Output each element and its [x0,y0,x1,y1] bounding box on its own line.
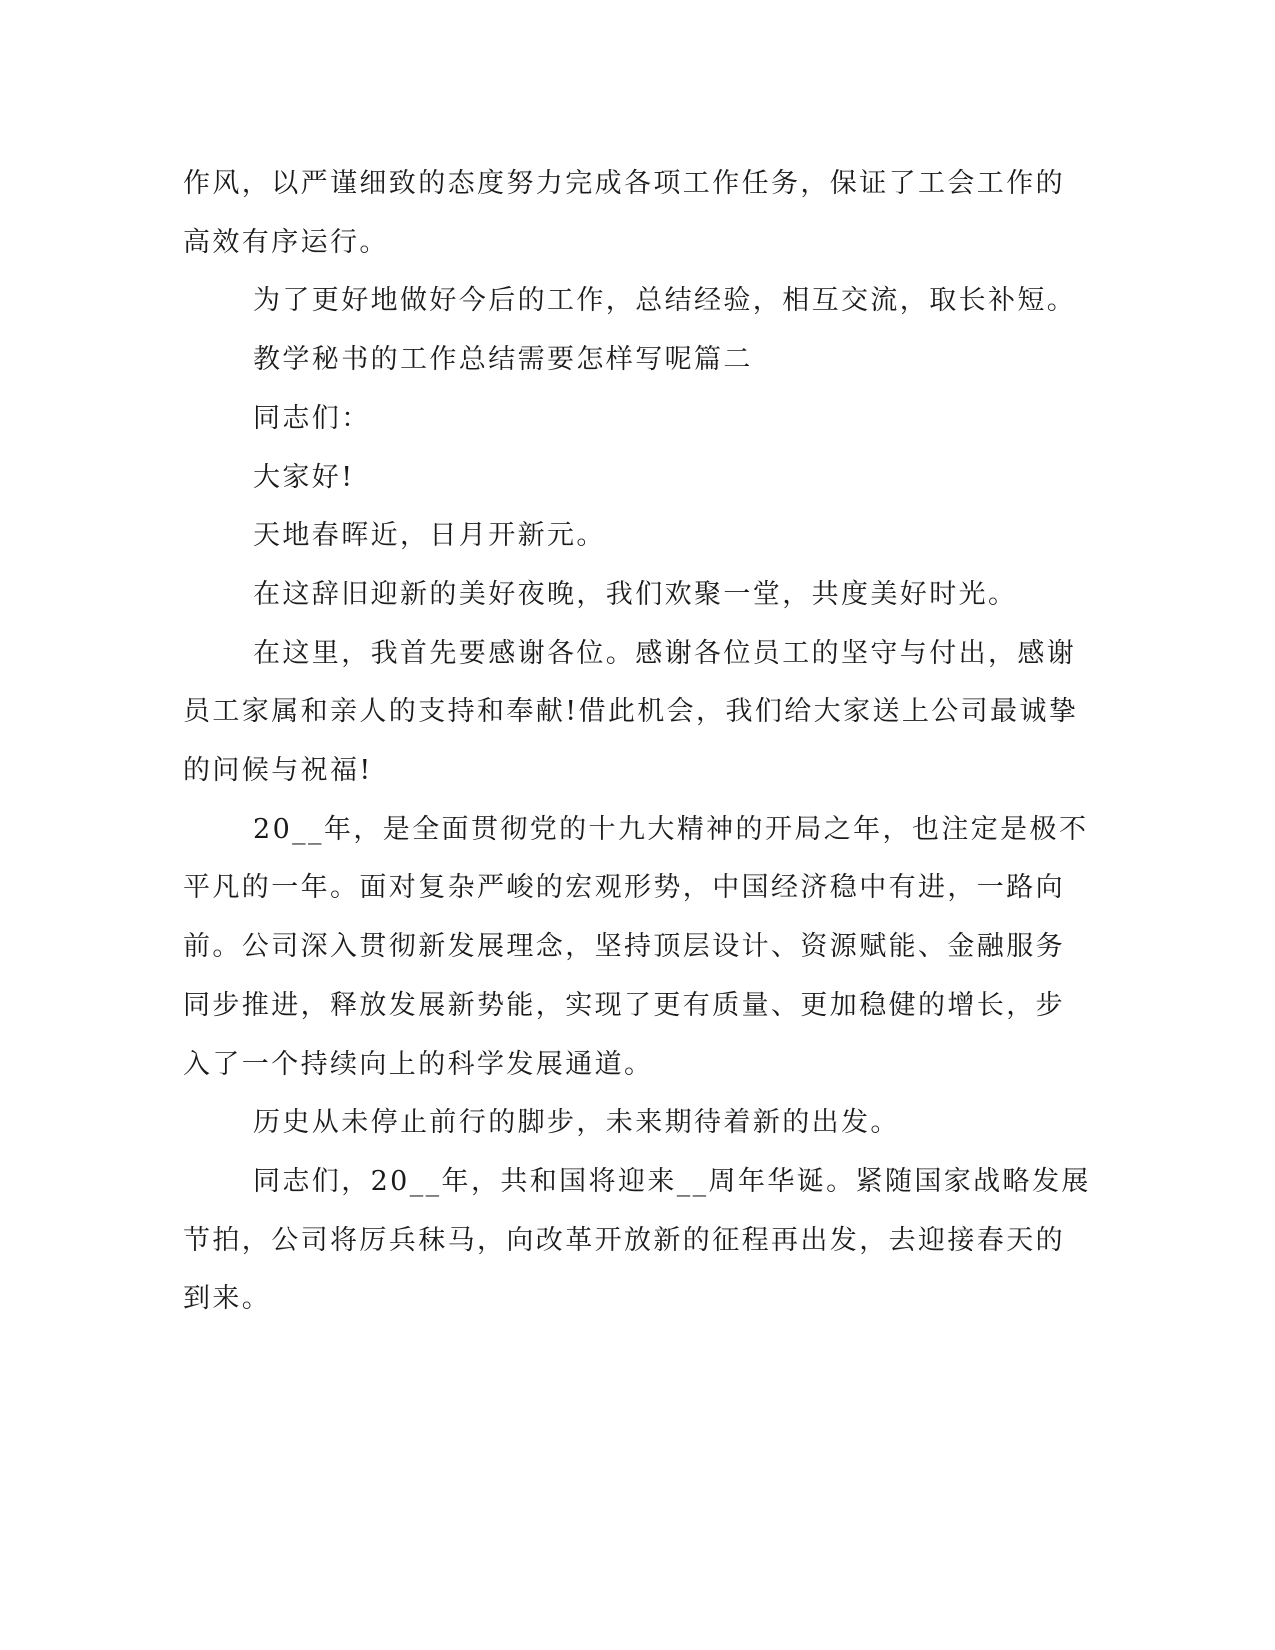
paragraph [183,155,1065,272]
text-line: 平凡的一年。面对复杂严峻的宏观形势，中国经济稳中有进，一路向 [183,872,1065,904]
text-line: 高效有序运行。 [183,226,389,258]
paragraph [183,272,1077,331]
paragraph [183,566,1043,625]
paragraph [183,625,1079,801]
text-line: 前。公司深入贯彻新发展理念，坚持顶层设计、资源赋能、金融服务 [183,931,1065,963]
paragraph [183,801,1089,1095]
text-line: 20__年，是全面贯彻党的十九大精神的开局之年，也注定是极不 [253,813,1089,845]
text-line: 同步推进，释放发展新势能，实现了更有质量、更加稳健的增长，步 [183,989,1065,1021]
text-line: 在这辞旧迎新的美好夜晚，我们欢聚一堂，共度美好时光。 [253,578,1018,610]
text-line: 历史从未停止前行的脚步，未来期待着新的出发。 [253,1107,900,1139]
text-line: 的问候与祝福! [183,755,373,787]
text-line: 天地春晖近，日月开新元。 [253,520,606,552]
paragraph [183,507,1043,566]
text-line: 同志们： [253,402,371,434]
paragraph [183,1094,1043,1153]
text-line: 为了更好地做好今后的工作，总结经验，相互交流，取长补短。 [253,285,1077,317]
text-line: 入了一个持续向上的科学发展通道。 [183,1048,654,1080]
text-line: 教学秘书的工作总结需要怎样写呢篇二 [253,344,753,376]
document-body [183,155,1091,1329]
salutation [183,390,1043,449]
greeting [183,449,1043,508]
text-line: 节拍，公司将厉兵秣马，向改革开放新的征程再出发，去迎接春天的 [183,1224,1065,1256]
text-line: 员工家属和亲人的支持和奉献!借此机会，我们给大家送上公司最诚挚 [183,696,1079,728]
text-line: 在这里，我首先要感谢各位。感谢各位员工的坚守与付出，感谢 [253,637,1077,669]
text-line: 大家好! [253,461,355,493]
text-line: 作风，以严谨细致的态度努力完成各项工作任务，保证了工会工作的 [183,168,1065,199]
paragraph [183,1153,1091,1329]
text-line: 同志们，20__年，共和国将迎来__周年华诞。紧随国家战略发展 [253,1165,1091,1197]
section-heading [183,331,1043,390]
text-line: 到来。 [183,1283,272,1315]
